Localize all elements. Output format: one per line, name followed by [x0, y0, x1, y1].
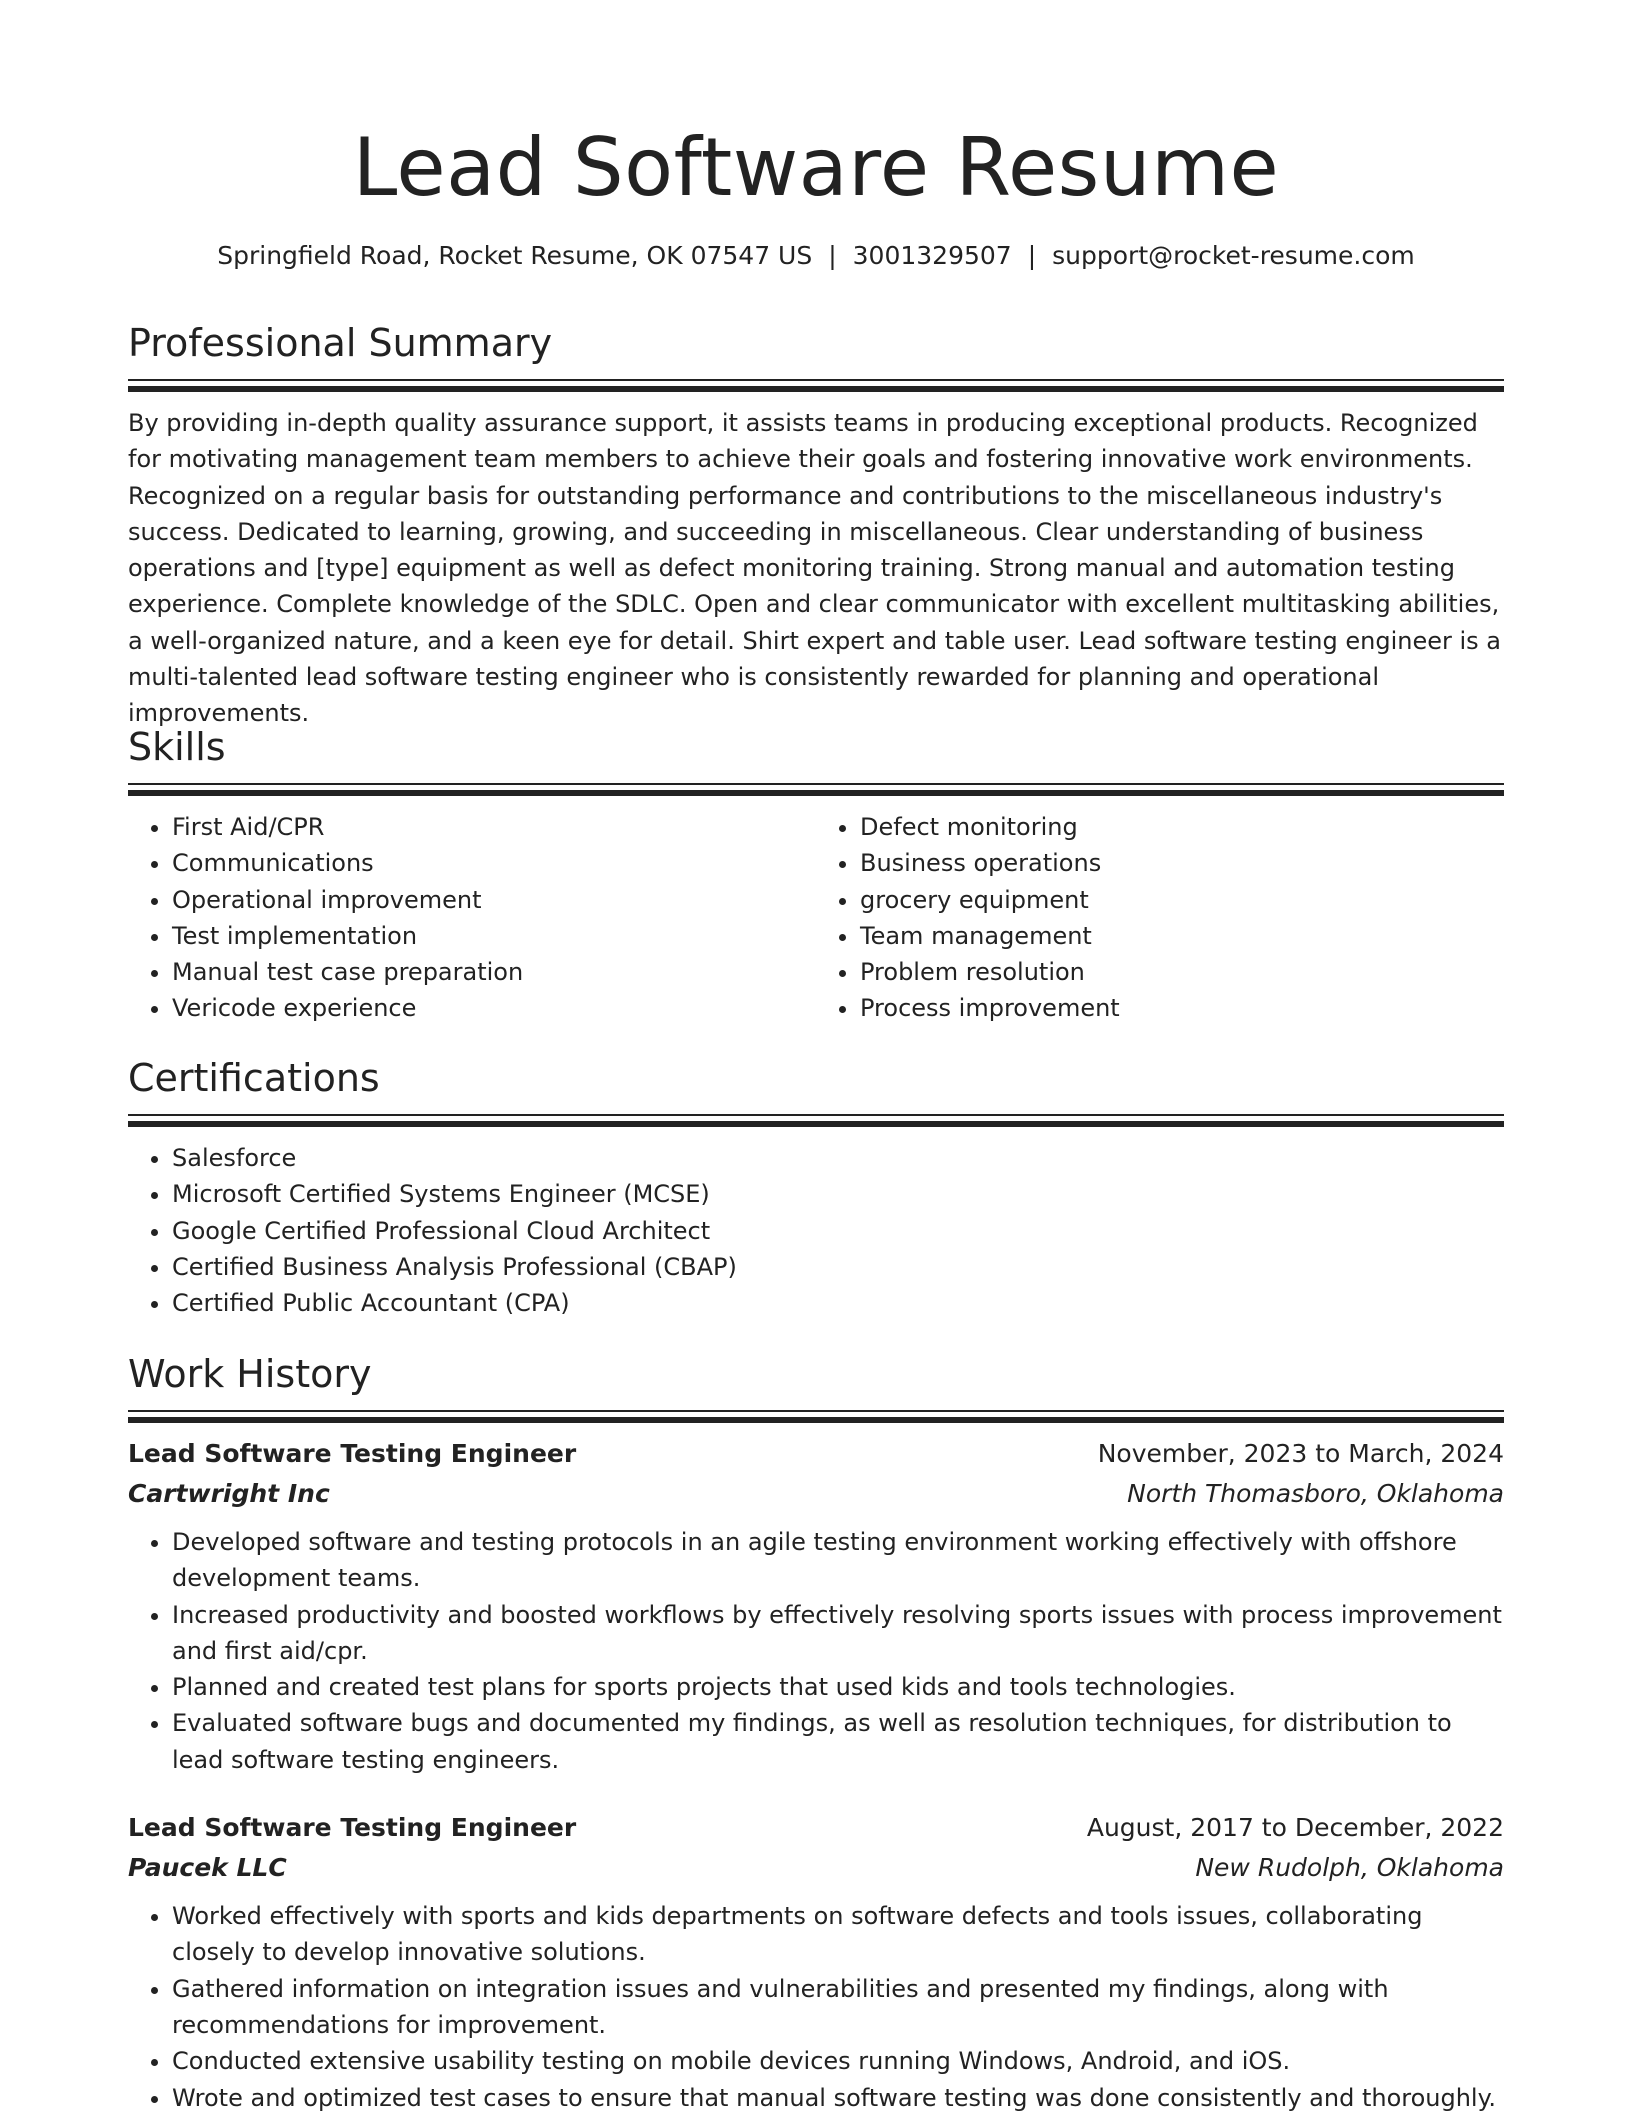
job-dates: August, 2017 to December, 2022: [1086, 1813, 1504, 1843]
job-entry: [128, 1434, 1504, 1778]
skill-item: • First Aid/CPR: [172, 809, 816, 845]
certification-item: • Microsoft Certified Systems Engineer (MCSE): [172, 1176, 1504, 1212]
skill-item: • Communications: [172, 845, 816, 881]
job-location: North Thomasboro, Oklahoma: [1127, 1479, 1504, 1508]
job-header: [128, 1808, 1504, 1848]
skill-item: • Test implementation: [172, 918, 816, 954]
job-bullet: • Wrote and optimized test cases to ensure that manual software testing was done consistently and thoroughly.: [172, 2080, 1504, 2116]
job-company: Paucek LLC: [128, 1853, 287, 1883]
skill-item: • Vericode experience: [172, 990, 816, 1026]
job-bullet: • Planned and created test plans for sports projects that used kids and tools technologies.: [172, 1669, 1504, 1705]
skills-list-left: [128, 809, 816, 1027]
job-subheader: [128, 1848, 1504, 1888]
certification-item: • Certified Business Analysis Professional (CBAP): [172, 1249, 1504, 1285]
certifications-list: [128, 1140, 1504, 1321]
skill-item: • Operational improvement: [172, 882, 816, 918]
certification-item: • Google Certified Professional Cloud Architect: [172, 1213, 1504, 1249]
certifications-heading: Certifications: [128, 1056, 380, 1100]
skill-item: • grocery equipment: [860, 882, 1504, 918]
job-bullet: • Developed software and testing protocols in an agile testing environment working effectively with offshore development teams.: [172, 1524, 1504, 1597]
skill-item: • Problem resolution: [860, 954, 1504, 990]
job-bullet: • Worked effectively with sports and kids departments on software defects and tools issues, collaborating closely to develop innovative solutions.: [172, 1898, 1504, 1971]
contact-address: Springfield Road, Rocket Resume, OK 07547 US: [217, 241, 813, 270]
contact-separator: |: [1027, 241, 1037, 270]
job-title: Lead Software Testing Engineer: [128, 1813, 577, 1843]
job-entry: [128, 1808, 1504, 2116]
skills-columns: [128, 809, 1504, 1027]
job-bullets: [128, 1524, 1504, 1778]
skill-item: • Business operations: [860, 845, 1504, 881]
work-history-section: [128, 1349, 1504, 2116]
resume-title: Lead Software Resume: [352, 121, 1280, 214]
section-divider: [128, 783, 1504, 797]
certification-item: • Certified Public Accountant (CPA): [172, 1285, 1504, 1321]
job-company: Cartwright Inc: [128, 1479, 330, 1508]
section-divider: [128, 1114, 1504, 1128]
section-divider: [128, 1410, 1504, 1424]
summary-section: [128, 318, 1504, 732]
job-title: Lead Software Testing Engineer: [128, 1439, 577, 1468]
certifications-section: [128, 1053, 1504, 1321]
job-location: New Rudolph, Oklahoma: [1195, 1853, 1504, 1883]
skills-list-right: [816, 809, 1504, 1027]
contact-phone: 3001329507: [852, 241, 1012, 270]
contact-email: support@rocket-resume.com: [1052, 241, 1415, 270]
skill-item: • Manual test case preparation: [172, 954, 816, 990]
skills-heading: Skills: [128, 725, 226, 769]
job-bullet: • Increased productivity and boosted workflows by effectively resolving sports issues with process improvement and first aid/cpr.: [172, 1597, 1504, 1670]
certification-item: • Salesforce: [172, 1140, 1504, 1176]
job-bullet: • Gathered information on integration issues and vulnerabilities and presented my findings, along with recommendations for improvement.: [172, 1971, 1504, 2044]
summary-text: By providing in-depth quality assurance support, it assists teams in producing exceptional products. Recognized for motivating management team members to achieve their goals and fostering innovative work environments. Recognized on a regular basis for outstanding performance and contributions to the miscellaneous industry's success. Dedicated to learning, growing, and succeeding in miscellaneous. Clear understanding of business operations and [type] equipment as well as defect monitoring training. Strong manual and automation testing experience. Complete knowledge of the SDLC. Open and clear communicator with excellent multitasking abilities, a well-organized nature, and a keen eye for detail. Shirt expert and table user. Lead software testing engineer is a multi-talented lead software testing engineer who is consistently rewarded for planning and operational improvements.: [128, 409, 1501, 728]
skill-item: • Process improvement: [860, 990, 1504, 1026]
section-divider: [128, 379, 1504, 393]
summary-heading: Professional Summary: [128, 321, 553, 365]
skill-item: • Team management: [860, 918, 1504, 954]
skill-item: • Defect monitoring: [860, 809, 1504, 845]
job-bullets: [128, 1898, 1504, 2116]
contact-separator: |: [828, 241, 837, 270]
job-dates: November, 2023 to March, 2024: [1097, 1439, 1504, 1468]
skills-section: [128, 722, 1504, 1027]
job-bullet: • Conducted extensive usability testing on mobile devices running Windows, Android, and iOS.: [172, 2043, 1504, 2079]
work-history-heading: Work History: [128, 1352, 372, 1396]
contact-line: [128, 237, 1504, 275]
job-header: [128, 1434, 1504, 1474]
job-subheader: [128, 1474, 1504, 1514]
job-bullet: • Evaluated software bugs and documented my findings, as well as resolution techniques, for distribution to lead software testing engineers.: [172, 1705, 1504, 1778]
